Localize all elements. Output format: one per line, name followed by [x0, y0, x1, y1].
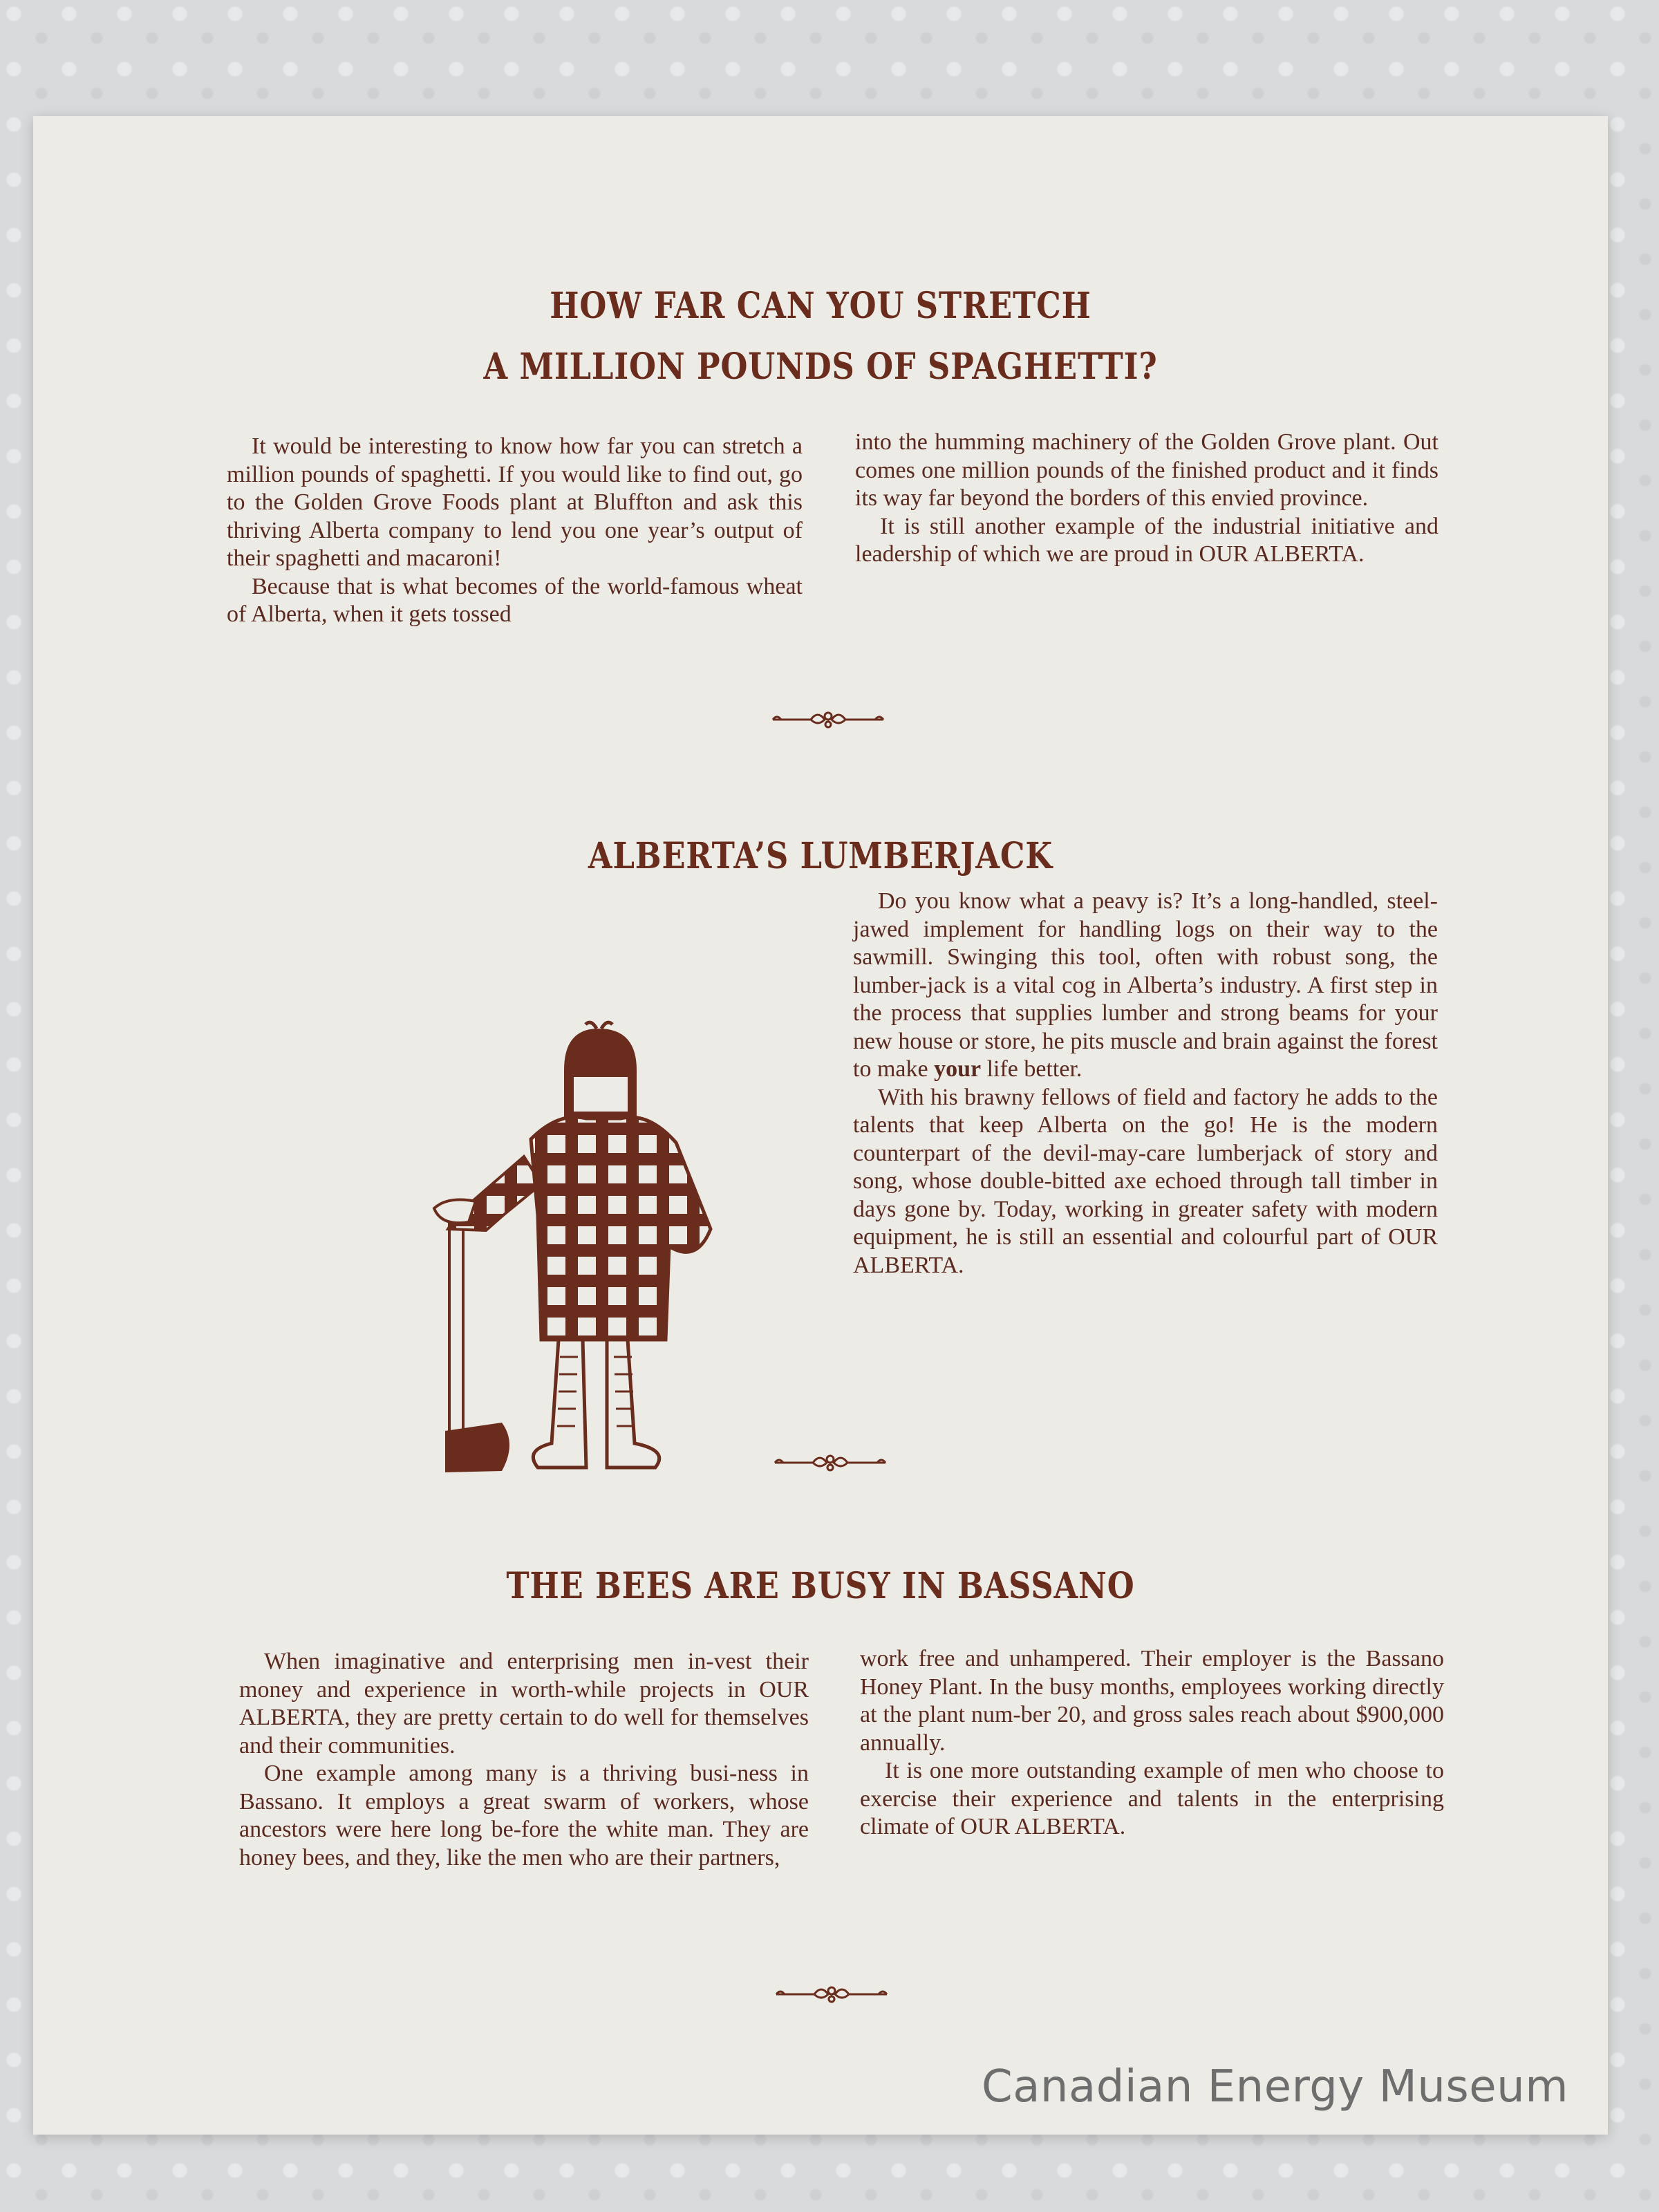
ornament-divider-icon: [769, 708, 887, 731]
bees-column-left: [239, 1648, 809, 1872]
spaghetti-paragraph: Because that is what becomes of the world-famous wheat of Alberta, when it gets tossed: [227, 573, 803, 627]
lumberjack-paragraph: With his brawny fellows of field and factory he adds to the talents that keep Alberta on the go! He is the modern counterpart of the devil-may-care lumberjack of story and song, whose double-bitted axe echoed through tall timber in days gone by. Today, working in greater safety with modern equipment, he is still an essential and colourful part of OUR ALBERTA.: [853, 1084, 1438, 1278]
spaghetti-title-line2: A MILLION POUNDS OF SPAGHETTI?: [483, 346, 1158, 388]
lumberjack-text: Do you know what a peavy is? It’s a long-handled, steel-jawed implement for handling logs on their way to the sawmill. Swinging this tool, often with robust song, the lumber-jack is a vital cog in Alberta’s industry. A first step in the process that supplies lumber and strong beams for your new house or store, he pits muscle and brain against the forest to make: [853, 888, 1438, 1082]
spaghetti-column-right: [855, 429, 1438, 569]
spaghetti-paragraph: into the humming machinery of the Golden Grove plant. Out comes one million pounds of the finished product and it finds its way far beyond the borders of this envied province.: [855, 429, 1438, 511]
ornament-divider-icon: [771, 1451, 889, 1474]
bees-title: THE BEES ARE BUSY IN BASSANO: [506, 1565, 1135, 1607]
spaghetti-title-line1: HOW FAR CAN YOU STRETCH: [550, 285, 1091, 327]
ornament-divider-icon: [773, 1983, 890, 2006]
bees-paragraph: It is one more outstanding example of men who choose to exercise their experience and talents in the enterprising climate of OUR ALBERTA.: [860, 1758, 1444, 1839]
bees-paragraph: One example among many is a thriving busi-ness in Bassano. It employs a great swarm of workers, whose ancestors were here long be-fore the white man. They are honey bees, and they, like the men who are their partners,: [239, 1761, 809, 1871]
lumberjack-paragraph: [853, 888, 1438, 1084]
lumberjack-illustration: [420, 1008, 773, 1492]
spaghetti-paragraph: It would be interesting to know how far you can stretch a million pounds of spaghetti. If you would like to find out, go to the Golden Grove Foods plant at Bluffton and ask this thriving Alberta company to lend you one year’s output of their spaghetti and macaroni!: [227, 433, 803, 571]
emphasis-your: your: [934, 1056, 982, 1082]
museum-watermark: Canadian Energy Museum: [982, 2061, 1569, 2112]
bees-paragraph: work free and unhampered. Their employer is the Bassano Honey Plant. In the busy months, employees working directly at the plant num-ber 20, and gross sales reach about $900,000 annually.: [860, 1646, 1444, 1756]
lumberjack-column: [853, 888, 1438, 1280]
spaghetti-column-left: [227, 433, 803, 629]
lumberjack-text: life better.: [981, 1056, 1082, 1082]
spaghetti-paragraph: It is still another example of the industrial initiative and leadership of which we are proud in OUR ALBERTA.: [855, 513, 1438, 567]
bees-paragraph: When imaginative and enterprising men in-vest their money and experience in worth-while projects in OUR ALBERTA, they are pretty certain to do well for themselves and their communities.: [239, 1649, 809, 1759]
bees-column-right: [860, 1645, 1444, 1841]
lumberjack-title: ALBERTA’S LUMBERJACK: [588, 835, 1053, 877]
poster-sheet: [33, 116, 1608, 2135]
